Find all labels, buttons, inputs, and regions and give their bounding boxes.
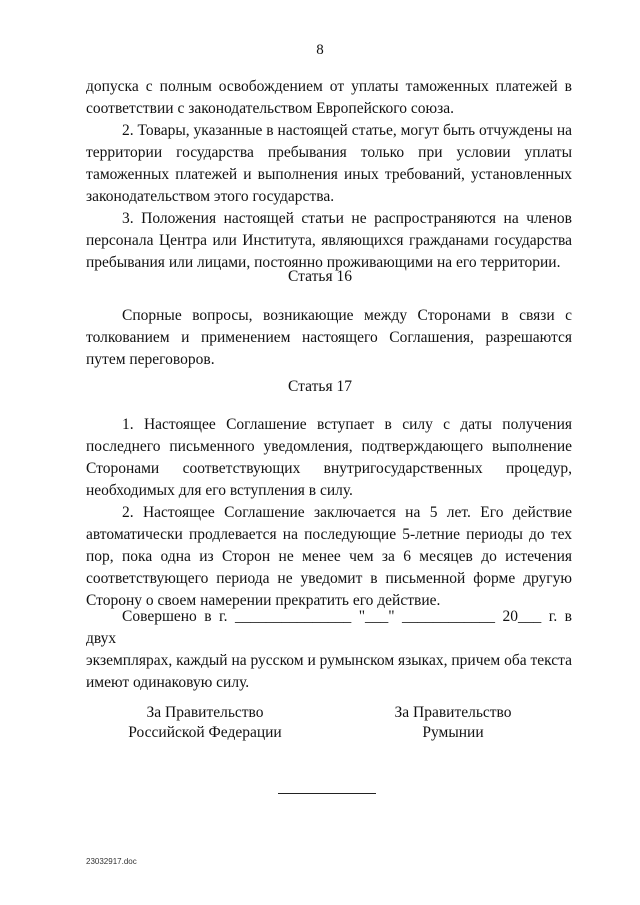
closing-clause	[86, 606, 572, 694]
signature-russia	[95, 703, 315, 743]
signature-romania	[343, 703, 563, 743]
section-continuation	[86, 76, 572, 274]
closing-divider-line	[278, 793, 376, 794]
paragraph-provisions-exclusion: 3. Положения настоящей статьи не распространяются на членов персонала Центра или Института, являющихся гражданами государства пребывания или лицами, постоянно проживающими на его территории.	[86, 210, 572, 271]
paragraph-disputes: Спорные вопросы, возникающие между Сторонами в связи с толкованием и применением настоящего Соглашения, разрешаются путем переговоров.	[86, 307, 572, 368]
signature-russia-line1: За Правительство	[146, 704, 264, 721]
signature-russia-line2: Российской Федерации	[128, 724, 282, 741]
article-16-heading: Статья 16	[288, 268, 352, 285]
document-filename: 23032917.doc	[86, 857, 137, 866]
signature-romania-line1: За Правительство	[394, 704, 512, 721]
paragraph-customs-continuation: допуска с полным освобождением от уплаты таможенных платежей в соответствии с законодательством Европейского союза.	[86, 78, 572, 117]
paragraph-entry-into-force: 1. Настоящее Соглашение вступает в силу с даты получения последнего письменного уведомления, подтверждающего выполнение Сторонами соответствующих внутригосударственных процедур, необходимых для его вступления в силу.	[86, 416, 572, 499]
page-number: 8	[316, 42, 324, 58]
article-16-body	[86, 305, 572, 371]
closing-line-with-blanks: Совершено в г. _______________ "___" ____________ 20___ г. в двух	[86, 608, 572, 647]
article-17-heading: Статья 17	[288, 378, 352, 395]
paragraph-goods-alienation: 2. Товары, указанные в настоящей статье, могут быть отчуждены на территории государства пребывания только при условии уплаты таможенных платежей и выполнения иных требований, установленных законодательством этого государства.	[86, 122, 572, 205]
signature-romania-line2: Румынии	[422, 724, 484, 741]
paragraph-term-extension: 2. Настоящее Соглашение заключается на 5 лет. Его действие автоматически продлевается на последующие 5-летние периоды до тех пор, пока одна из Сторон не менее чем за 6 месяцев до истечения соответствующего периода не уведомит в письменной форме другую Сторону о своем намерении прекратить его действие.	[86, 504, 572, 609]
article-17-body	[86, 414, 572, 612]
closing-copies-text: экземплярах, каждый на русском и румынском языках, причем оба текста имеют одинаковую силу.	[86, 652, 572, 691]
